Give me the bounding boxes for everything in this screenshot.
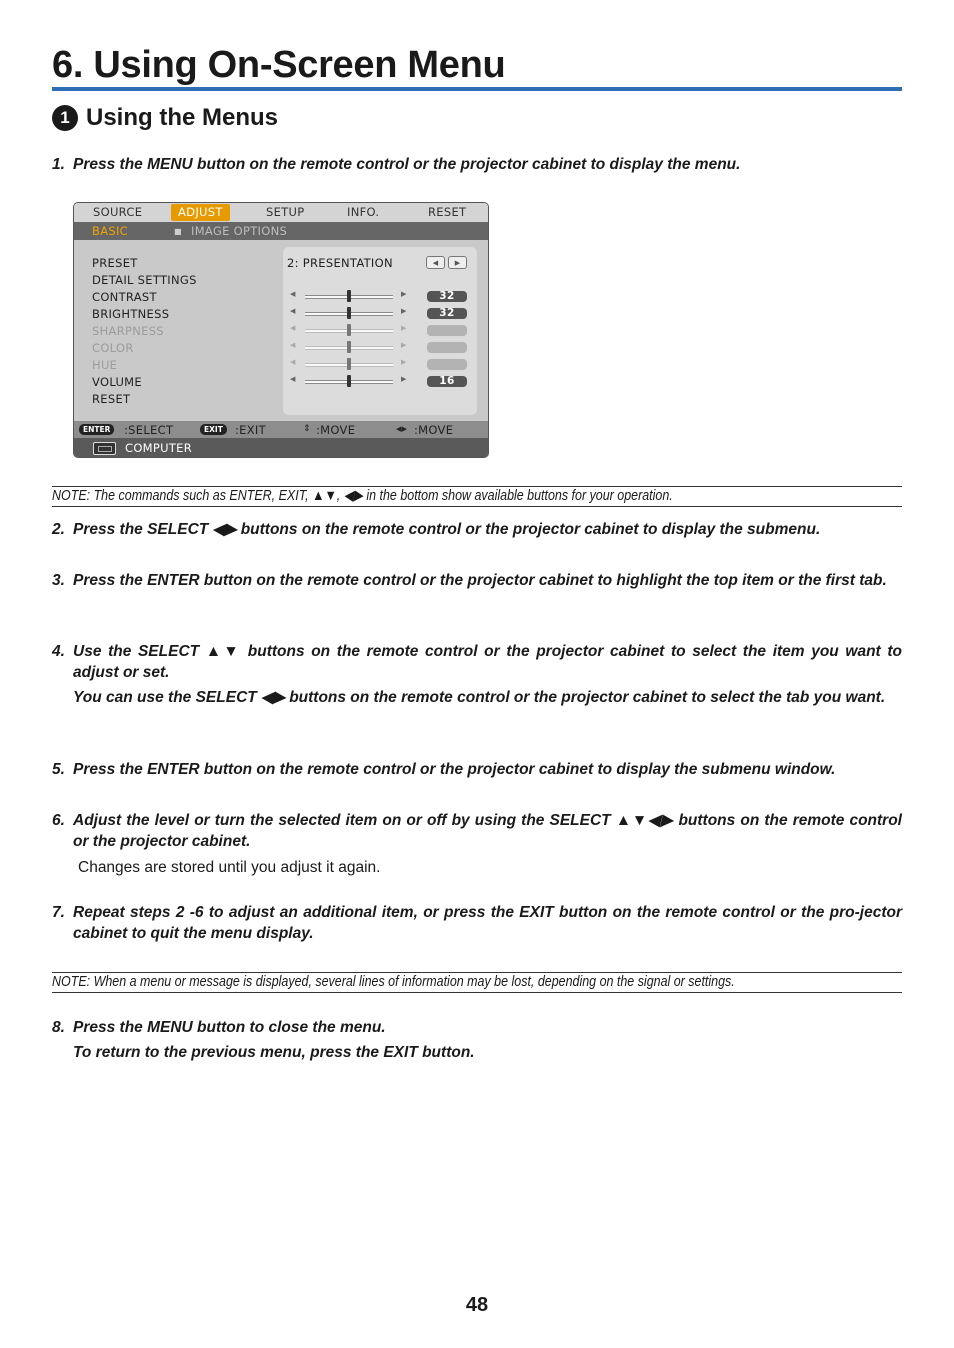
left-arrow-icon: ◀ <box>426 256 445 269</box>
left-arrow-icon: ◀ <box>290 341 296 349</box>
left-arrow-icon: ◀ <box>290 307 296 315</box>
chapter-title-rule <box>52 87 902 91</box>
step-number: 3. <box>52 572 65 589</box>
step-number: 1. <box>52 156 65 173</box>
osd-slider-contrast <box>283 289 477 303</box>
step-6 <box>52 810 902 878</box>
step-text: Press the SELECT ◀▶ buttons on the remote control or the projector cabinet to display the submenu. <box>73 521 821 538</box>
left-arrow-icon: ◀ <box>290 290 296 298</box>
step-7 <box>52 902 902 944</box>
note-display-info <box>52 972 902 993</box>
slider-knob <box>347 324 351 336</box>
step-subtext: To return to the previous menu, press the EXIT button. <box>73 1044 475 1061</box>
right-arrow-icon: ▶ <box>401 290 407 298</box>
slider-knob <box>347 341 351 353</box>
osd-tab-reset: RESET <box>428 205 467 219</box>
step-1 <box>52 154 902 175</box>
osd-slider-sharpness <box>283 323 477 337</box>
osd-item-sharpness: SHARPNESS <box>92 324 164 338</box>
right-arrow-icon: ▶ <box>401 307 407 315</box>
osd-tab-info: INFO. <box>347 205 380 219</box>
step-number: 4. <box>52 643 65 660</box>
slider-value: 32 <box>427 308 467 319</box>
slider-value <box>427 342 467 353</box>
osd-tab-setup: SETUP <box>266 205 305 219</box>
bullet-icon: ■ <box>174 227 182 236</box>
right-arrow-icon: ▶ <box>401 324 407 332</box>
osd-subtab-image-options: IMAGE OPTIONS <box>191 224 288 238</box>
step-number: 5. <box>52 761 65 778</box>
section-number-badge: 1 <box>52 105 78 131</box>
left-right-arrow-icon: ◀▶ <box>396 425 408 433</box>
step-text: Repeat steps 2 -6 to adjust an additional item, or press the EXIT button on the remote control or the pro-jector cabinet to quit the menu display. <box>73 904 902 942</box>
right-arrow-icon: ▶ <box>401 375 407 383</box>
updown-help-label: :MOVE <box>316 423 356 437</box>
right-arrow-icon: ▶ <box>448 256 467 269</box>
osd-source-bar <box>74 438 488 457</box>
step-3 <box>52 570 902 591</box>
osd-preset-value: 2: PRESENTATION <box>287 256 393 270</box>
left-arrow-icon: ◀ <box>290 375 296 383</box>
step-text: Press the MENU button to close the menu. <box>73 1019 386 1036</box>
step-subtext: You can use the SELECT ◀▶ buttons on the remote control or the projector cabinet to select the tab you want. <box>73 689 886 706</box>
osd-item-color: COLOR <box>92 341 134 355</box>
osd-tab-source: SOURCE <box>93 205 143 219</box>
step-text: Press the MENU button on the remote control or the projector cabinet to display the menu. <box>73 156 741 173</box>
osd-slider-brightness <box>283 306 477 320</box>
page-number: 48 <box>465 1294 489 1316</box>
note-text: NOTE: The commands such as ENTER, EXIT, ▲▼, ◀▶ in the bottom show available buttons for your operation. <box>52 488 673 504</box>
leftright-help-label: :MOVE <box>414 423 454 437</box>
section-title <box>52 104 278 132</box>
osd-item-preset: PRESET <box>92 256 138 270</box>
slider-value <box>427 325 467 336</box>
computer-input-icon <box>93 442 116 455</box>
section-title-text: Using the Menus <box>86 104 279 131</box>
step-number: 7. <box>52 904 65 921</box>
osd-source-label: COMPUTER <box>125 441 193 455</box>
step-2 <box>52 519 902 540</box>
step-4 <box>52 641 902 708</box>
osd-value-panel <box>283 247 477 415</box>
up-down-arrow-icon: ⇕ <box>303 424 311 434</box>
exit-key-chip: EXIT <box>200 424 227 435</box>
right-arrow-icon: ▶ <box>401 358 407 366</box>
step-text: Press the ENTER button on the remote control or the projector cabinet to display the submenu window. <box>73 761 836 778</box>
osd-slider-color <box>283 340 477 354</box>
slider-knob <box>347 375 351 387</box>
osd-item-brightness: BRIGHTNESS <box>92 307 170 321</box>
slider-knob <box>347 358 351 370</box>
osd-slider-volume <box>283 374 477 388</box>
osd-item-detail-settings: DETAIL SETTINGS <box>92 273 197 287</box>
step-number: 6. <box>52 812 65 829</box>
osd-menu-illustration <box>73 202 489 458</box>
osd-item-contrast: CONTRAST <box>92 290 157 304</box>
slider-value: 16 <box>427 376 467 387</box>
step-text: Use the SELECT ▲▼ buttons on the remote control or the projector cabinet to select the item you want to adjust or set. <box>73 643 902 681</box>
chapter-title: 6. Using On-Screen Menu <box>52 44 506 86</box>
enter-help-label: :SELECT <box>124 423 174 437</box>
osd-preset-arrows <box>426 256 467 269</box>
step-number: 8. <box>52 1019 65 1036</box>
step-subtext: Changes are stored until you adjust it again. <box>78 859 381 876</box>
osd-slider-hue <box>283 357 477 371</box>
step-text: Adjust the level or turn the selected item on or off by using the SELECT ▲▼◀▶ buttons on the remote control or the projector cabinet. <box>73 812 902 850</box>
osd-help-bar <box>74 421 488 438</box>
exit-help-label: :EXIT <box>235 423 266 437</box>
step-8 <box>52 1017 902 1063</box>
left-arrow-icon: ◀ <box>290 324 296 332</box>
osd-subtab-basic: BASIC <box>92 224 128 238</box>
right-arrow-icon: ▶ <box>401 341 407 349</box>
osd-subtab-bar <box>74 222 488 240</box>
note-commands <box>52 486 902 507</box>
osd-item-reset: RESET <box>92 392 131 406</box>
note-text: NOTE: When a menu or message is displayed, several lines of information may be lost, depending on the signal or settings. <box>52 974 735 990</box>
osd-item-hue: HUE <box>92 358 118 372</box>
enter-key-chip: ENTER <box>79 424 114 435</box>
slider-knob <box>347 307 351 319</box>
osd-item-list <box>80 245 280 420</box>
step-number: 2. <box>52 521 65 538</box>
osd-tab-adjust: ADJUST <box>171 204 230 221</box>
step-5 <box>52 759 902 780</box>
slider-value <box>427 359 467 370</box>
slider-value: 32 <box>427 291 467 302</box>
slider-knob <box>347 290 351 302</box>
osd-item-volume: VOLUME <box>92 375 142 389</box>
osd-tab-bar <box>74 203 488 222</box>
left-arrow-icon: ◀ <box>290 358 296 366</box>
step-text: Press the ENTER button on the remote control or the projector cabinet to highlight the top item or the first tab. <box>73 572 887 589</box>
